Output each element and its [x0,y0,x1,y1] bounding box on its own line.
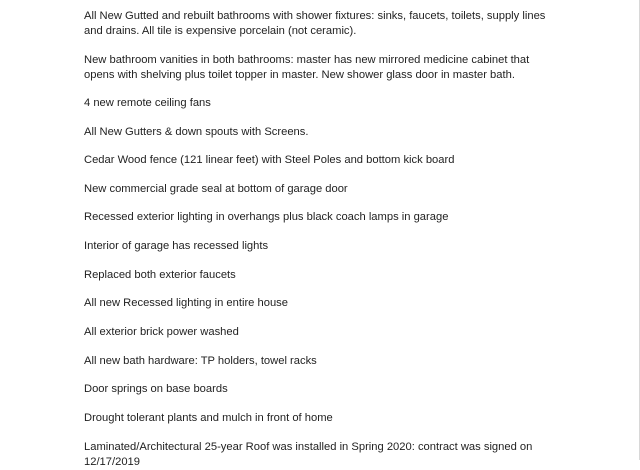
list-item-line: All new Recessed lighting in entire house [84,297,288,309]
list-item-line: All New Gutted and rebuilt bathrooms with shower fixtures: sinks, faucets, toilets, supply lines [84,10,546,22]
list-item-door-springs [84,382,534,397]
list-item-line: All exterior brick power washed [84,326,239,338]
list-item-line: 4 new remote ceiling fans [84,97,211,109]
list-item-line: All New Gutters & down spouts with Screens. [84,126,309,138]
list-item-exterior-faucets [84,268,534,283]
list-item-bath-hardware [84,354,534,369]
list-item-garage-seal [84,182,534,197]
list-item-gutters [84,125,534,140]
list-item-line: Recessed exterior lighting in overhangs plus black coach lamps in garage [84,211,449,223]
list-item-line: All new bath hardware: TP holders, towel racks [84,355,317,367]
list-item-line: Interior of garage has recessed lights [84,240,269,252]
list-item-cedar-fence [84,153,534,168]
list-item-recessed-lighting [84,296,534,311]
list-item-drought-plants [84,411,534,426]
list-item-brick-power-washed [84,325,534,340]
list-item-ceiling-fans [84,96,534,111]
list-item-line: opens with shelving plus toilet topper in master. New shower glass door in master bath. [84,69,515,81]
list-item-line: Door springs on base boards [84,383,228,395]
list-item-line: New bathroom vanities in both bathrooms: master has new mirrored medicine cabinet that [84,54,530,66]
list-item-exterior-lighting [84,210,534,225]
list-item-line: Replaced both exterior faucets [84,269,236,281]
list-item-line: Drought tolerant plants and mulch in front of home [84,412,333,424]
list-item-line: 12/17/2019 [84,456,140,468]
list-item-line: Cedar Wood fence (121 linear feet) with Steel Poles and bottom kick board [84,154,455,166]
list-item-bathroom-vanities [84,53,534,83]
list-item-line: New commercial grade seal at bottom of garage door [84,183,348,195]
list-item-line: and drains. All tile is expensive porcelain (not ceramic). [84,25,357,37]
list-item-line: Laminated/Architectural 25-year Roof was installed in Spring 2020: contract was signed on [84,441,533,453]
list-item-garage-lights [84,239,534,254]
list-item-bathrooms-rebuilt [84,9,546,39]
list-item-roof [84,440,534,470]
